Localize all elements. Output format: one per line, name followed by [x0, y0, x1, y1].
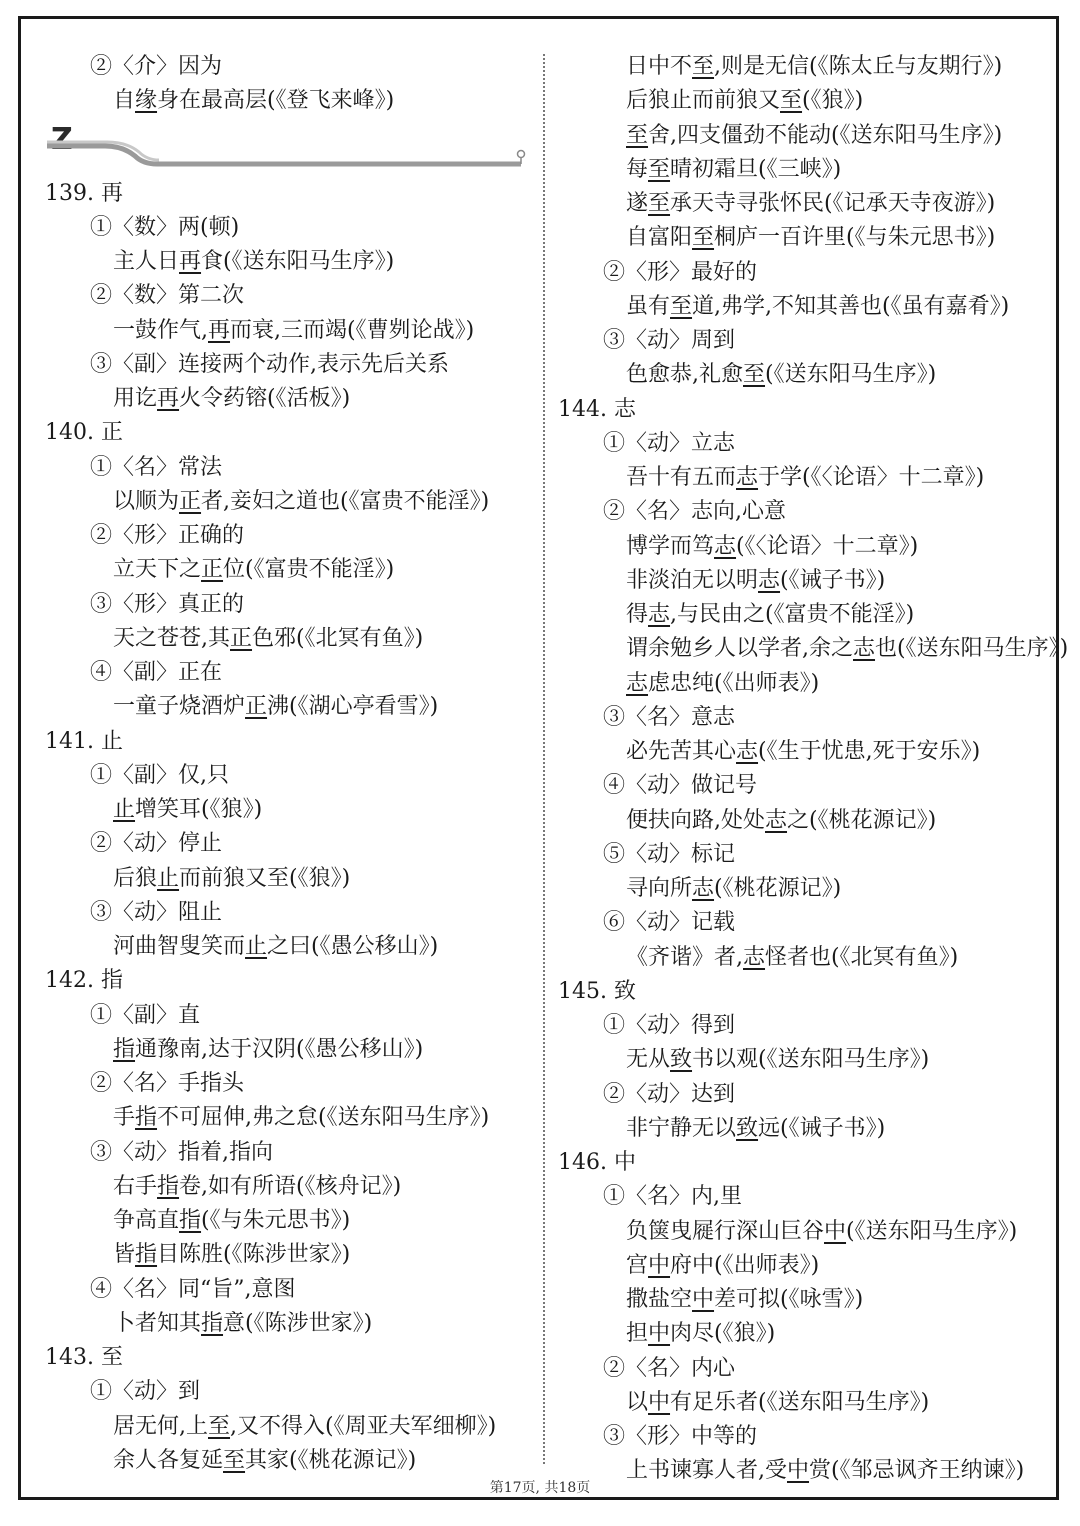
sense-definition: ②〈介〉因为: [90, 54, 223, 79]
sense-definition: ②〈数〉第二次: [90, 283, 245, 309]
example-text: 承天寺寻张怀民(《记承天寺夜游》): [670, 191, 996, 216]
example-text: 火令药镕(《活板》): [179, 386, 351, 411]
key-character: 正: [201, 557, 224, 583]
key-character: 至: [648, 191, 671, 216]
example-sentence: [45, 314, 474, 348]
key-character: 志: [626, 670, 649, 696]
sense-definition: ③〈副〉连接两个动作,表示先后关系: [90, 351, 449, 377]
key-character: 志: [853, 636, 876, 662]
example-text: 怪者也(《北冥有鱼》): [765, 944, 959, 970]
example-text: 日中不: [626, 54, 693, 79]
example-text: 色邪(《北冥有鱼》): [252, 625, 424, 651]
key-character: 至: [692, 225, 715, 251]
example-text: 赏(《邹忌讽齐王纳谏》): [809, 1458, 1025, 1484]
example-text: 不可屈伸,弗之怠(《送东阳马生序》): [157, 1105, 490, 1131]
example-text: 其家(《桃花源记》): [245, 1447, 417, 1473]
key-character: 止: [245, 934, 268, 959]
key-character: 致: [670, 1047, 693, 1073]
key-character: 中: [648, 1321, 671, 1347]
example-text: 桐庐一百许里(《与朱元思书》): [714, 225, 996, 251]
example-sentence: [45, 1444, 416, 1478]
sense-definition: ②〈名〉内心: [603, 1355, 736, 1381]
sense-definition: ③〈动〉周到: [603, 328, 736, 353]
entry-heading: 139. 再: [45, 180, 123, 206]
sense-definition: ①〈数〉两(顿): [90, 214, 240, 240]
example-sentence: [558, 187, 995, 221]
example-sentence: [45, 485, 489, 519]
sense-definition: ⑤〈动〉标记: [603, 841, 736, 867]
key-character: 至: [648, 156, 671, 182]
example-text: 舍,四支僵劲不能动(《送东阳马生序》): [648, 122, 1003, 148]
example-text: 一童子烧酒炉: [113, 694, 246, 720]
sense-definition: ①〈副〉直: [90, 1002, 201, 1028]
example-sentence: [558, 804, 936, 838]
example-sentence: [45, 553, 394, 587]
key-character: 至: [692, 54, 715, 79]
example-sentence: [558, 290, 1009, 324]
example-sentence: [45, 382, 350, 416]
sense-definition: ①〈动〉立志: [603, 430, 736, 456]
key-character: 至: [223, 1447, 246, 1473]
example-sentence: [558, 1249, 819, 1283]
example-sentence: [45, 1170, 401, 1204]
section-letter: Z: [51, 122, 73, 157]
example-text: 宫: [626, 1252, 649, 1278]
key-character: 中: [648, 1252, 671, 1278]
example-text: 立天下之: [113, 557, 202, 583]
example-text: 之(《桃花源记》): [787, 807, 937, 833]
example-text: 每: [626, 156, 649, 182]
sense-definition: ②〈形〉最好的: [603, 259, 758, 285]
example-sentence: [558, 50, 1002, 84]
example-text: 河曲智叟笑而: [113, 934, 246, 959]
example-text: 之曰(《愚公移山》): [267, 934, 439, 959]
example-text: 担: [626, 1321, 649, 1347]
example-text: 以: [626, 1389, 649, 1415]
example-text: 意(《陈涉世家》): [223, 1310, 373, 1336]
example-sentence: [45, 1410, 496, 1444]
example-text: 无从: [626, 1047, 671, 1073]
example-text: 卷,如有所语(《核舟记》): [179, 1173, 402, 1199]
example-text: 自富阳: [626, 225, 693, 251]
key-character: 止: [157, 865, 180, 891]
example-text: 者,妾妇之道也(《富贵不能淫》): [201, 488, 490, 514]
example-sentence: [45, 1101, 489, 1135]
example-sentence: [45, 690, 438, 724]
example-sentence: [45, 1307, 372, 1341]
key-character: 正: [179, 488, 202, 514]
example-text: 身在最高层(《登飞来峰》): [157, 88, 395, 114]
example-text: (《与朱元思书》): [201, 1208, 351, 1233]
example-sentence: [558, 1317, 775, 1351]
key-character: 再: [208, 317, 231, 343]
example-text: 后狼: [113, 865, 158, 891]
example-sentence: [558, 632, 1068, 666]
example-sentence: [558, 941, 958, 975]
example-text: 主人日: [113, 249, 180, 274]
sense-definition: ②〈动〉达到: [603, 1081, 736, 1107]
example-text: 便扶向路,处处: [626, 807, 765, 833]
example-text: 位(《富贵不能淫》): [223, 557, 395, 583]
example-text: (《桃花源记》): [714, 876, 842, 901]
example-text: (《〈论语〉十二章》): [736, 533, 919, 559]
key-character: 志: [714, 533, 737, 559]
entry-heading: 140. 正: [45, 420, 123, 446]
example-sentence: [45, 862, 350, 896]
example-text: 有足乐者(《送东阳马生序》): [670, 1389, 930, 1415]
sense-definition: ②〈名〉志向,心意: [603, 499, 786, 525]
example-text: 而前狼又至(《狼》): [179, 865, 351, 891]
example-sentence: [558, 1215, 1017, 1249]
key-character: 志: [692, 876, 715, 901]
sense-definition: ①〈名〉内,里: [603, 1184, 742, 1210]
sense-definition: ②〈形〉正确的: [90, 523, 245, 548]
key-character: 至: [670, 293, 693, 319]
example-text: 吾十有五而: [626, 465, 737, 490]
sense-definition: ①〈名〉常法: [90, 454, 223, 480]
example-sentence: [45, 84, 394, 118]
sense-definition: ③〈形〉真正的: [90, 591, 245, 617]
key-character: 至: [626, 122, 649, 148]
key-character: 志: [743, 944, 766, 970]
example-text: 遂: [626, 191, 649, 216]
section-rule-icon: [45, 120, 527, 170]
example-text: 右手: [113, 1173, 158, 1199]
example-text: 上书谏寡人者,受: [626, 1458, 787, 1484]
key-character: 中: [824, 1218, 847, 1244]
example-text: 沸(《湖心亭看雪》): [267, 694, 439, 720]
example-text: 色愈恭,礼愈: [626, 362, 743, 388]
sense-definition: ②〈动〉停止: [90, 831, 223, 857]
key-character: 指: [113, 1036, 136, 1062]
key-character: 止: [113, 797, 136, 822]
sense-definition: ①〈副〉仅,只: [90, 762, 229, 788]
example-sentence: [45, 1238, 350, 1272]
section-z-marker: [45, 120, 527, 170]
example-sentence: [558, 598, 914, 632]
example-text: (《送东阳马生序》): [765, 362, 937, 388]
example-text: (《生于忧患,死于安乐》): [758, 739, 981, 764]
key-character: 正: [230, 625, 253, 651]
key-character: 志: [765, 807, 788, 833]
example-text: 自: [113, 88, 136, 114]
example-sentence: [558, 119, 1002, 153]
example-sentence: [45, 245, 394, 279]
example-text: 食(《送东阳马生序》): [201, 249, 395, 274]
example-text: 博学而笃: [626, 533, 715, 559]
example-text: 争高直: [113, 1208, 180, 1233]
key-character: 志: [758, 567, 781, 593]
example-text: 一鼓作气,: [113, 317, 208, 343]
example-text: 负箧曳屣行深山巨谷: [626, 1218, 825, 1244]
example-text: 用讫: [113, 386, 158, 411]
sense-definition: ②〈名〉手指头: [90, 1071, 245, 1096]
entry-heading: 144. 志: [558, 396, 636, 422]
example-text: 目陈胜(《陈涉世家》): [157, 1242, 351, 1268]
example-text: 《齐谐》者,: [626, 944, 743, 970]
example-sentence: [558, 735, 980, 769]
sense-definition: ⑥〈动〉记载: [603, 910, 736, 936]
key-character: 再: [157, 386, 180, 411]
column-divider: [543, 54, 545, 1464]
example-text: 余人各复延: [113, 1447, 224, 1473]
sense-definition: ③〈动〉指着,指向: [90, 1139, 273, 1165]
sense-definition: ④〈名〉同“旨”,意图: [90, 1276, 296, 1302]
example-text: (《送东阳马生序》): [846, 1218, 1018, 1244]
example-text: 而衰,三而竭(《曹刿论战》): [230, 317, 475, 343]
key-character: 至: [780, 88, 803, 114]
example-text: 差可拟(《咏雪》): [714, 1287, 864, 1312]
sense-definition: ①〈动〉得到: [603, 1013, 736, 1038]
example-text: 得: [626, 602, 649, 627]
example-text: 远(《诫子书》): [758, 1115, 886, 1141]
key-character: 正: [245, 694, 268, 720]
key-character: 中: [692, 1287, 715, 1312]
example-text: 虽有: [626, 293, 671, 319]
example-text: 于学(《〈论语〉十二章》): [758, 465, 985, 490]
key-character: 指: [135, 1242, 158, 1268]
example-text: 增笑耳(《狼》): [135, 797, 263, 822]
example-text: 皆: [113, 1242, 136, 1268]
entry-heading: 141. 止: [45, 728, 123, 754]
example-sentence: [558, 1386, 929, 1420]
example-text: 撒盐空: [626, 1287, 693, 1312]
example-text: ,又不得入(《周亚夫军细柳》): [230, 1413, 497, 1439]
example-text: 道,弗学,不知其善也(《虽有嘉肴》): [692, 293, 1010, 319]
example-text: ,则是无信(《陈太丘与友期行》): [714, 54, 1003, 79]
example-sentence: [558, 461, 984, 495]
sense-definition: ③〈形〉中等的: [603, 1424, 758, 1449]
example-text: 也(《送东阳马生序》): [875, 636, 1069, 662]
example-text: 寻向所: [626, 876, 693, 901]
key-character: 指: [179, 1208, 202, 1233]
key-character: 指: [135, 1105, 158, 1131]
example-sentence: [558, 564, 885, 598]
example-text: 手: [113, 1105, 136, 1131]
key-character: 志: [648, 602, 671, 627]
sense-definition: ①〈动〉到: [90, 1379, 201, 1405]
key-character: 指: [157, 1173, 180, 1199]
example-text: 必先苦其心: [626, 739, 737, 764]
example-sentence: [45, 930, 438, 964]
example-text: 通豫南,达于汉阴(《愚公移山》): [135, 1036, 424, 1062]
example-text: 书以观(《送东阳马生序》): [692, 1047, 930, 1073]
entry-heading: 142. 指: [45, 968, 123, 994]
example-text: 非淡泊无以明: [626, 567, 759, 593]
entry-heading: 145. 致: [558, 978, 636, 1004]
key-character: 指: [201, 1310, 224, 1336]
example-text: (《狼》): [802, 88, 864, 114]
key-character: 至: [743, 362, 766, 388]
example-text: 卜者知其: [113, 1310, 202, 1336]
page-footer: 第17页, 共18页: [489, 1480, 591, 1496]
example-sentence: [558, 1112, 885, 1146]
key-character: 志: [736, 465, 759, 490]
example-sentence: [45, 622, 423, 656]
entry-heading: 146. 中: [558, 1150, 636, 1175]
sense-definition: ④〈副〉正在: [90, 660, 223, 685]
key-character: 至: [208, 1413, 231, 1439]
example-sentence: [558, 358, 936, 392]
example-text: 府中(《出师表》): [670, 1252, 820, 1278]
entry-heading: 143. 至: [45, 1345, 123, 1370]
key-character: 志: [736, 739, 759, 764]
example-sentence: [558, 1283, 863, 1317]
example-sentence: [558, 221, 995, 255]
key-character: 中: [787, 1458, 810, 1484]
example-sentence: [558, 872, 841, 906]
example-text: 天之苍苍,其: [113, 625, 230, 651]
example-sentence: [558, 530, 918, 564]
sense-definition: ③〈动〉阻止: [90, 899, 223, 925]
example-text: 居无何,上: [113, 1413, 208, 1439]
sense-definition: ③〈名〉意志: [603, 704, 736, 730]
example-sentence: [558, 1043, 929, 1077]
example-text: 后狼止而前狼又: [626, 88, 781, 114]
key-character: 中: [648, 1389, 671, 1415]
key-character: 再: [179, 249, 202, 274]
example-sentence: [45, 793, 262, 827]
example-sentence: [558, 667, 819, 701]
key-character: 致: [736, 1115, 759, 1141]
example-text: 晴初霜旦(《三峡》): [670, 156, 842, 182]
example-sentence: [558, 84, 863, 118]
example-text: ,与民由之(《富贵不能淫》): [670, 602, 915, 627]
example-text: 以顺为: [113, 488, 180, 514]
key-character: 缘: [135, 88, 158, 114]
example-sentence: [45, 1033, 423, 1067]
example-text: 非宁静无以: [626, 1115, 737, 1141]
sense-definition: ④〈动〉做记号: [603, 773, 758, 799]
example-text: 谓余勉乡人以学者,余之: [626, 636, 853, 662]
example-text: (《诫子书》): [780, 567, 886, 593]
example-sentence: [45, 1204, 350, 1238]
example-text: 肉尽(《狼》): [670, 1321, 776, 1347]
example-text: 虑忠纯(《出师表》): [648, 670, 820, 696]
example-sentence: [558, 153, 841, 187]
